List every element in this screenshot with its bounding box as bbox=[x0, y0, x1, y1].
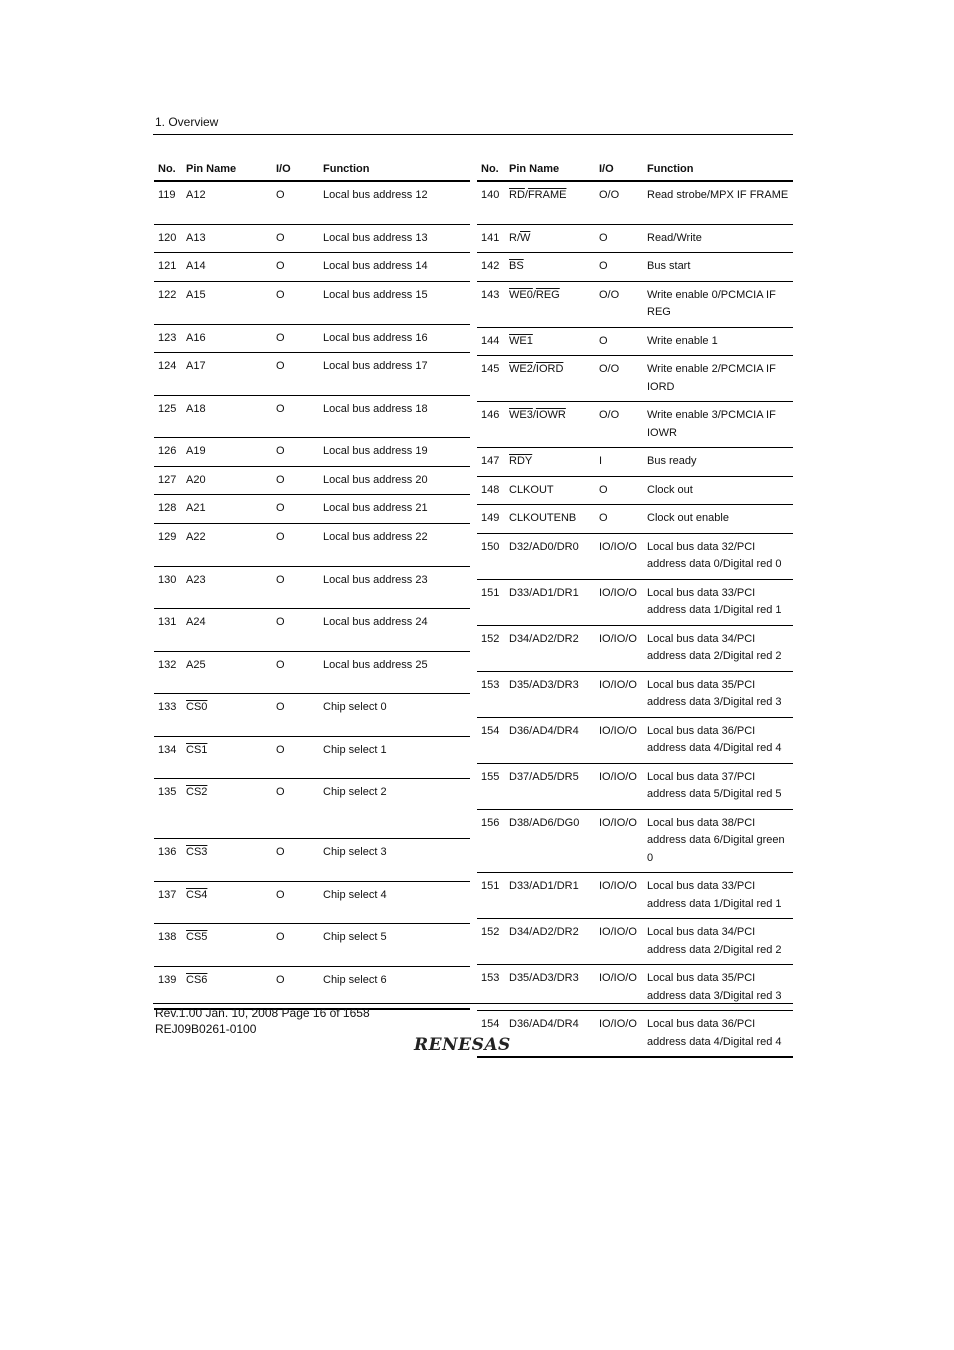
table-row bbox=[154, 566, 470, 608]
pin-name bbox=[505, 181, 595, 224]
pin-name bbox=[182, 881, 272, 923]
table-row bbox=[154, 693, 470, 736]
pin-name-segment: D34/AD2/DR2 bbox=[509, 926, 579, 938]
pin-name-segment-active-low: FRAME bbox=[527, 189, 567, 201]
table-row bbox=[154, 396, 470, 438]
pin-number: 149 bbox=[477, 505, 505, 534]
pin-name bbox=[505, 671, 595, 717]
pin-function: Chip select 5 bbox=[319, 923, 470, 966]
pin-name-segment: A12 bbox=[186, 189, 206, 201]
pin-name-segment: A21 bbox=[186, 502, 206, 514]
pin-function: Chip select 0 bbox=[319, 693, 470, 736]
pin-io: O bbox=[272, 253, 319, 282]
pin-function: Local bus data 33/PCI address data 1/Digital red 1 bbox=[643, 579, 793, 625]
footer-doc-number: REJ09B0261-0100 bbox=[155, 1021, 257, 1036]
pin-name-segment-active-low: CS0 bbox=[186, 700, 208, 713]
pin-number: 121 bbox=[154, 253, 182, 282]
pin-number: 122 bbox=[154, 281, 182, 324]
pin-number: 135 bbox=[154, 778, 182, 838]
table-row bbox=[477, 919, 793, 965]
table-row bbox=[154, 778, 470, 838]
pin-number: 136 bbox=[154, 838, 182, 881]
pin-name-segment: D32/AD0/DR0 bbox=[509, 540, 579, 553]
pin-name-segment: A18 bbox=[186, 403, 206, 415]
table-row bbox=[154, 495, 470, 524]
col-header-io: I/O bbox=[272, 158, 319, 181]
pin-io: IO/IO/O bbox=[595, 1011, 643, 1058]
table-row bbox=[477, 579, 793, 625]
pin-number: 132 bbox=[154, 651, 182, 693]
pin-number: 151 bbox=[477, 579, 505, 625]
pin-io: O bbox=[272, 396, 319, 438]
table-row bbox=[477, 253, 793, 282]
pin-name bbox=[505, 533, 595, 579]
col-header-function: Function bbox=[319, 158, 470, 181]
pin-number: 131 bbox=[154, 608, 182, 651]
table-row bbox=[154, 736, 470, 778]
pin-name bbox=[505, 253, 595, 282]
pin-function: Local bus data 34/PCI address data 2/Digital red 2 bbox=[643, 919, 793, 965]
pin-number: 147 bbox=[477, 448, 505, 477]
pin-name-segment: D36/AD4/DR4 bbox=[509, 1018, 579, 1030]
pin-function: Write enable 1 bbox=[643, 327, 793, 356]
pin-name-segment-active-low: $\overline{BS}$ bbox=[509, 260, 524, 272]
pin-io: O bbox=[272, 736, 319, 778]
pin-io: O bbox=[272, 693, 319, 736]
pin-function: Local bus address 25 bbox=[319, 651, 470, 693]
pin-function: Local bus address 20 bbox=[319, 466, 470, 495]
pin-number: 120 bbox=[154, 224, 182, 253]
pin-number: 156 bbox=[477, 809, 505, 873]
pin-number: 153 bbox=[477, 965, 505, 1011]
pin-number: 141 bbox=[477, 224, 505, 253]
pin-io: O bbox=[272, 778, 319, 838]
pin-function: Local bus address 14 bbox=[319, 253, 470, 282]
pin-function: Local bus address 19 bbox=[319, 438, 470, 467]
pin-io: IO/IO/O bbox=[595, 579, 643, 625]
pin-number: 143 bbox=[477, 281, 505, 327]
pin-function: Bus ready bbox=[643, 448, 793, 477]
footer-revision: Rev.1.00 Jan. 10, 2008 Page 16 of 1658 bbox=[155, 1006, 370, 1020]
pin-number: 128 bbox=[154, 495, 182, 524]
pin-io: IO/IO/O bbox=[595, 625, 643, 671]
pin-io: O bbox=[272, 438, 319, 467]
pin-function: Local bus address 12 bbox=[319, 181, 470, 224]
pin-name bbox=[182, 608, 272, 651]
pin-name-segment: A14 bbox=[186, 260, 206, 272]
table-row bbox=[477, 281, 793, 327]
pin-function: Local bus data 37/PCI address data 5/Digital red 5 bbox=[643, 763, 793, 809]
table-row bbox=[477, 181, 793, 224]
table-row bbox=[477, 356, 793, 402]
table-row bbox=[477, 671, 793, 717]
pin-name-segment: A15 bbox=[186, 288, 206, 301]
pin-number: 154 bbox=[477, 1011, 505, 1058]
pin-name bbox=[505, 717, 595, 763]
pin-name-segment-active-low: $\overline{REG}$ bbox=[535, 288, 560, 301]
table-row bbox=[154, 181, 470, 224]
table-row bbox=[154, 438, 470, 467]
section-header: 1. Overview bbox=[155, 115, 219, 129]
pin-name bbox=[505, 476, 595, 505]
pin-number: 151 bbox=[477, 873, 505, 919]
pin-number: 129 bbox=[154, 523, 182, 566]
pin-name bbox=[182, 523, 272, 566]
pin-name bbox=[182, 736, 272, 778]
pin-io: O bbox=[272, 495, 319, 524]
pin-io: IO/IO/O bbox=[595, 717, 643, 763]
pin-name-segment-active-low: CS4 bbox=[186, 888, 208, 901]
pin-function: Local bus data 34/PCI address data 2/Digital red 2 bbox=[643, 625, 793, 671]
table-row bbox=[154, 224, 470, 253]
pin-name-segment-active-low: WE0 bbox=[509, 288, 533, 301]
table-row bbox=[154, 881, 470, 923]
pin-io: O/O bbox=[595, 181, 643, 224]
pin-name-segment: D35/AD3/DR3 bbox=[509, 678, 579, 691]
pin-io: O bbox=[595, 476, 643, 505]
pin-number: 142 bbox=[477, 253, 505, 282]
pin-function: Local bus address 16 bbox=[319, 324, 470, 353]
table-header-row bbox=[477, 158, 793, 181]
pin-io: O bbox=[272, 181, 319, 224]
pin-name bbox=[182, 224, 272, 253]
pin-io: O bbox=[272, 353, 319, 396]
pin-function: Clock out enable bbox=[643, 505, 793, 534]
pin-number: 123 bbox=[154, 324, 182, 353]
pin-function: Write enable 2/PCMCIA IF IORD bbox=[643, 356, 793, 402]
pin-name-segment: D35/AD3/DR3 bbox=[509, 972, 579, 984]
pin-number: 127 bbox=[154, 466, 182, 495]
pin-io: O bbox=[272, 651, 319, 693]
pin-name bbox=[182, 566, 272, 608]
pin-number: 152 bbox=[477, 625, 505, 671]
pin-function: Local bus data 35/PCI address data 3/Digital red 3 bbox=[643, 671, 793, 717]
pin-name bbox=[505, 327, 595, 356]
pin-number: 137 bbox=[154, 881, 182, 923]
pin-name bbox=[505, 356, 595, 402]
table-row bbox=[477, 1011, 793, 1058]
pin-function: Local bus address 17 bbox=[319, 353, 470, 396]
pin-name-segment-active-low: CS1 bbox=[186, 743, 208, 756]
pin-number: 140 bbox=[477, 181, 505, 224]
table-row bbox=[477, 763, 793, 809]
col-header-pin-name: Pin Name bbox=[505, 158, 595, 181]
pin-io: O bbox=[272, 923, 319, 966]
table-row bbox=[477, 533, 793, 579]
pin-io: IO/IO/O bbox=[595, 919, 643, 965]
pin-number: 124 bbox=[154, 353, 182, 396]
pin-name bbox=[505, 1011, 595, 1058]
pin-function: Chip select 1 bbox=[319, 736, 470, 778]
pin-name bbox=[182, 438, 272, 467]
pin-number: 133 bbox=[154, 693, 182, 736]
pin-function: Clock out bbox=[643, 476, 793, 505]
pin-io: O bbox=[595, 327, 643, 356]
col-header-io: I/O bbox=[595, 158, 643, 181]
pin-name-segment: A16 bbox=[186, 331, 206, 344]
footer bbox=[155, 1006, 370, 1037]
pin-name-segment: A17 bbox=[186, 360, 206, 372]
pin-name-segment: D33/AD1/DR1 bbox=[509, 880, 579, 892]
pin-function: Chip select 6 bbox=[319, 966, 470, 1009]
pin-name-segment-active-low: IOWR bbox=[535, 409, 566, 421]
pin-number: 152 bbox=[477, 919, 505, 965]
pin-number: 130 bbox=[154, 566, 182, 608]
pin-name bbox=[182, 693, 272, 736]
table-row bbox=[154, 324, 470, 353]
table-row bbox=[154, 353, 470, 396]
pin-name-segment: D33/AD1/DR1 bbox=[509, 586, 579, 599]
pin-function: Local bus data 33/PCI address data 1/Digital red 1 bbox=[643, 873, 793, 919]
pin-io: I bbox=[595, 448, 643, 477]
header-rule bbox=[153, 134, 793, 135]
pin-function: Local bus address 15 bbox=[319, 281, 470, 324]
table-row bbox=[154, 523, 470, 566]
pin-name-segment: D34/AD2/DR2 bbox=[509, 632, 579, 645]
pin-name-segment: CLKOUT bbox=[509, 483, 554, 496]
pin-function: Chip select 2 bbox=[319, 778, 470, 838]
table-row bbox=[154, 281, 470, 324]
pin-name-segment: CLKOUTENB bbox=[509, 512, 577, 524]
pin-name-segment: A20 bbox=[186, 473, 206, 486]
pin-io: O bbox=[272, 324, 319, 353]
pin-function: Local bus address 18 bbox=[319, 396, 470, 438]
pin-name-segment-active-low: CS6 bbox=[186, 973, 208, 986]
pin-name bbox=[182, 778, 272, 838]
pin-name bbox=[182, 466, 272, 495]
pin-name bbox=[505, 448, 595, 477]
pin-number: 154 bbox=[477, 717, 505, 763]
pin-name-segment: A23 bbox=[186, 573, 206, 586]
pin-name-segment-active-low: CS2 bbox=[186, 785, 208, 798]
pin-name bbox=[505, 505, 595, 534]
pin-io: IO/IO/O bbox=[595, 671, 643, 717]
pin-io: O bbox=[272, 466, 319, 495]
pin-name bbox=[182, 651, 272, 693]
pin-name-segment: R/ bbox=[509, 231, 520, 244]
pin-function: Bus start bbox=[643, 253, 793, 282]
pin-name-segment: / bbox=[532, 363, 536, 375]
pin-number: 148 bbox=[477, 476, 505, 505]
pin-function: Local bus data 35/PCI address data 3/Digital red 3 bbox=[643, 965, 793, 1011]
pin-number: 155 bbox=[477, 763, 505, 809]
pin-io: O bbox=[272, 566, 319, 608]
pin-function: Local bus address 22 bbox=[319, 523, 470, 566]
pin-number: 139 bbox=[154, 966, 182, 1009]
pin-number: 125 bbox=[154, 396, 182, 438]
footer-rule bbox=[153, 1003, 793, 1004]
pin-io: O bbox=[595, 253, 643, 282]
pin-name-segment-active-low: $\overline{RDY}$ bbox=[509, 455, 533, 467]
pin-name-segment-active-low: CS5 bbox=[186, 930, 208, 943]
pin-name bbox=[182, 353, 272, 396]
pin-name bbox=[505, 224, 595, 253]
pin-io: O/O bbox=[595, 402, 643, 448]
col-header-no: No. bbox=[154, 158, 182, 181]
pin-function: Local bus data 36/PCI address data 4/Digital red 4 bbox=[643, 717, 793, 763]
table-row bbox=[154, 608, 470, 651]
pin-name bbox=[505, 625, 595, 671]
pin-function: Read/Write bbox=[643, 224, 793, 253]
pin-io: O bbox=[272, 281, 319, 324]
pin-io: O/O bbox=[595, 281, 643, 327]
table-row bbox=[477, 809, 793, 873]
pin-name bbox=[182, 923, 272, 966]
pin-io: O bbox=[272, 224, 319, 253]
pin-number: 145 bbox=[477, 356, 505, 402]
table-row bbox=[477, 448, 793, 477]
pin-number: 153 bbox=[477, 671, 505, 717]
pin-number: 150 bbox=[477, 533, 505, 579]
pin-name-segment: / bbox=[532, 409, 536, 421]
table-header-row bbox=[154, 158, 470, 181]
table-row bbox=[154, 651, 470, 693]
table-row bbox=[477, 505, 793, 534]
pin-name bbox=[182, 495, 272, 524]
pin-name bbox=[505, 809, 595, 873]
pin-name-segment: A25 bbox=[186, 658, 206, 671]
pin-function: Write enable 3/PCMCIA IF IOWR bbox=[643, 402, 793, 448]
pin-name bbox=[505, 763, 595, 809]
table-row bbox=[477, 402, 793, 448]
pin-name-segment: / bbox=[524, 189, 528, 201]
pin-name bbox=[505, 402, 595, 448]
pin-name bbox=[182, 281, 272, 324]
pin-name bbox=[182, 838, 272, 881]
renesas-logo: RENESAS bbox=[414, 1035, 511, 1055]
pin-name bbox=[505, 281, 595, 327]
pin-function: Local bus address 13 bbox=[319, 224, 470, 253]
table-row bbox=[477, 717, 793, 763]
pin-name bbox=[505, 919, 595, 965]
pin-io: O bbox=[272, 523, 319, 566]
pin-number: 134 bbox=[154, 736, 182, 778]
pin-io: O bbox=[272, 838, 319, 881]
pin-number: 119 bbox=[154, 181, 182, 224]
pin-io: O bbox=[595, 505, 643, 534]
pin-name bbox=[182, 324, 272, 353]
pin-io: IO/IO/O bbox=[595, 533, 643, 579]
pin-io: IO/IO/O bbox=[595, 809, 643, 873]
pin-function: Chip select 4 bbox=[319, 881, 470, 923]
pin-name bbox=[505, 873, 595, 919]
pin-io: IO/IO/O bbox=[595, 873, 643, 919]
pin-function: Local bus data 38/PCI address data 6/Digital green 0 bbox=[643, 809, 793, 873]
pin-number: 146 bbox=[477, 402, 505, 448]
table-row bbox=[154, 253, 470, 282]
pin-name-segment: A22 bbox=[186, 530, 206, 543]
pin-name-segment-active-low: WE2 bbox=[509, 363, 533, 375]
pin-name-segment: D36/AD4/DR4 bbox=[509, 724, 579, 737]
pin-name-segment-active-low: IORD bbox=[535, 363, 564, 375]
pin-io: O/O bbox=[595, 356, 643, 402]
pin-function: Read strobe/MPX IF FRAME bbox=[643, 181, 793, 224]
pin-number: 144 bbox=[477, 327, 505, 356]
pin-function: Local bus data 36/PCI address data 4/Digital red 4 bbox=[643, 1011, 793, 1058]
pin-io: O bbox=[272, 881, 319, 923]
pin-number: 138 bbox=[154, 923, 182, 966]
pin-name bbox=[182, 181, 272, 224]
pin-name-segment-active-low: $\overline{W}$ bbox=[520, 231, 531, 244]
pin-name-segment: D38/AD6/DG0 bbox=[509, 816, 580, 829]
table-row bbox=[477, 327, 793, 356]
pin-name-segment-active-low: WE3 bbox=[509, 409, 533, 421]
pin-name-segment-active-low: WE1 bbox=[509, 334, 533, 347]
pin-io: IO/IO/O bbox=[595, 965, 643, 1011]
pin-io: IO/IO/O bbox=[595, 763, 643, 809]
pin-table-left bbox=[154, 158, 470, 1010]
pin-name-segment: / bbox=[532, 288, 536, 301]
col-header-pin-name: Pin Name bbox=[182, 158, 272, 181]
pin-io: O bbox=[595, 224, 643, 253]
pin-name-segment-active-low: $\overline{RD}$ bbox=[509, 189, 525, 201]
table-row bbox=[477, 224, 793, 253]
table-row bbox=[154, 923, 470, 966]
pin-io: O bbox=[272, 966, 319, 1009]
pin-name-segment: A24 bbox=[186, 615, 206, 628]
pin-table-right bbox=[477, 158, 793, 1058]
pin-function: Local bus address 23 bbox=[319, 566, 470, 608]
pin-io: O bbox=[272, 608, 319, 651]
col-header-no: No. bbox=[477, 158, 505, 181]
table-row bbox=[154, 466, 470, 495]
pin-name-segment: A19 bbox=[186, 445, 206, 457]
pin-function: Local bus address 21 bbox=[319, 495, 470, 524]
table-row bbox=[477, 476, 793, 505]
pin-name-segment: D37/AD5/DR5 bbox=[509, 770, 579, 783]
pin-name bbox=[182, 253, 272, 282]
table-row bbox=[154, 838, 470, 881]
pin-function: Local bus data 32/PCI address data 0/Digital red 0 bbox=[643, 533, 793, 579]
pin-name bbox=[505, 579, 595, 625]
table-row bbox=[477, 625, 793, 671]
pin-number: 126 bbox=[154, 438, 182, 467]
pin-name-segment-active-low: CS3 bbox=[186, 845, 208, 858]
col-header-function: Function bbox=[643, 158, 793, 181]
pin-function: Local bus address 24 bbox=[319, 608, 470, 651]
table-row bbox=[477, 873, 793, 919]
pin-name bbox=[182, 396, 272, 438]
pin-name-segment: A13 bbox=[186, 231, 206, 244]
pin-function: Write enable 0/PCMCIA IF REG bbox=[643, 281, 793, 327]
pin-function: Chip select 3 bbox=[319, 838, 470, 881]
